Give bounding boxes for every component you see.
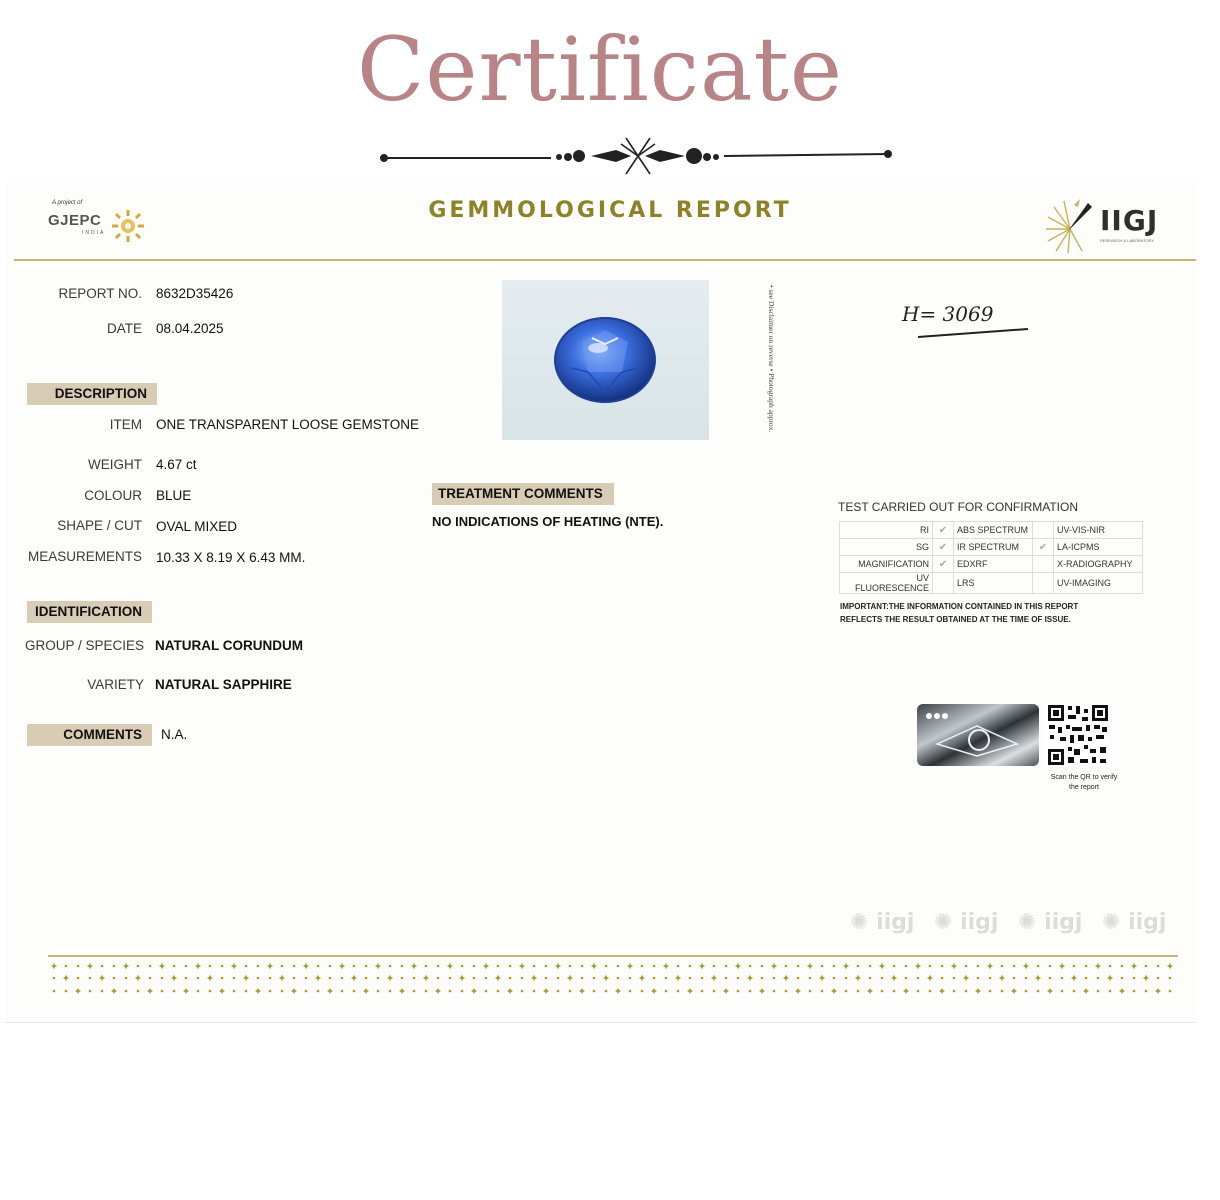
- report-no-label: REPORT NO.: [58, 286, 142, 301]
- test-name: SG: [840, 539, 933, 556]
- test-name: LRS: [954, 573, 1033, 594]
- test-name: ABS SPECTRUM: [954, 522, 1033, 539]
- check-icon: [933, 573, 954, 594]
- important-note: [840, 600, 1120, 626]
- important-label: IMPORTANT:: [840, 602, 889, 611]
- item-value: ONE TRANSPARENT LOOSE GEMSTONE: [156, 417, 420, 432]
- gjepc-logo-sub: INDIA: [82, 230, 106, 236]
- variety-label: VARIETY: [87, 677, 144, 692]
- test-name: UV-VIS-NIR: [1054, 522, 1143, 539]
- photo-disclaimer-text: • see Disclaimer on reverse • Photograph approx.: [767, 285, 776, 433]
- watermark-logo: ✺ iigj: [1102, 910, 1167, 935]
- watermark-text: iigj: [960, 910, 999, 935]
- watermark-text: iigj: [1128, 910, 1167, 935]
- qr-caption: Scan the QR to verify the report: [1050, 774, 1118, 791]
- check-icon: ✔: [933, 539, 954, 556]
- comments-header: COMMENTS: [27, 724, 152, 746]
- iigj-logo-sub: RESEARCH & LABORATORY: [1100, 238, 1155, 243]
- identification-header: IDENTIFICATION: [27, 601, 152, 623]
- gjepc-tagline: A project of: [52, 200, 83, 206]
- table-row: [840, 573, 1143, 594]
- ornament-divider-icon: [376, 130, 896, 180]
- shape-label: SHAPE / CUT: [57, 518, 142, 533]
- watermark-text: iigj: [876, 910, 915, 935]
- description-header: DESCRIPTION: [27, 383, 157, 405]
- watermark-logo: ✺ iigj: [1018, 910, 1083, 935]
- shape-value: OVAL MIXED: [156, 519, 238, 534]
- watermark-logo: ✺ iigj: [934, 910, 999, 935]
- check-icon: ✔: [1033, 539, 1054, 556]
- test-name: UV FLUORESCENCE: [840, 573, 933, 594]
- test-name: IR SPECTRUM: [954, 539, 1033, 556]
- date-value: 08.04.2025: [156, 321, 224, 336]
- group-label: GROUP / SPECIES: [24, 638, 144, 653]
- item-label: ITEM: [109, 417, 142, 432]
- header-rule: [14, 259, 1196, 261]
- gemstone-photo: [502, 280, 709, 440]
- test-name: UV-IMAGING: [1054, 573, 1143, 594]
- check-icon: [1033, 573, 1054, 594]
- important-text: THE INFORMATION CONTAINED IN THIS REPORT REFLECTS THE RESULT OBTAINED AT THE TIME OF ISSUE.: [840, 602, 1079, 624]
- date-label: DATE: [106, 321, 142, 336]
- test-name: LA-ICPMS: [1054, 539, 1143, 556]
- test-name: RI: [840, 522, 933, 539]
- test-name: X-RADIOGRAPHY: [1054, 556, 1143, 573]
- treatment-header: TREATMENT COMMENTS: [432, 483, 614, 505]
- test-name: EDXRF: [954, 556, 1033, 573]
- report-title: GEMMOLOGICAL REPORT: [428, 198, 792, 223]
- certificate-heading: Certificate: [357, 18, 843, 121]
- photo-disclaimer: [760, 283, 776, 443]
- handwritten-note: H= 3069: [902, 302, 994, 326]
- qr-code-icon[interactable]: [1046, 703, 1110, 767]
- measurements-label: MEASUREMENTS: [27, 549, 142, 564]
- gjepc-logo-text: GJEPC: [48, 212, 102, 229]
- table-row: [840, 556, 1143, 573]
- check-icon: [1033, 556, 1054, 573]
- treatment-value: NO INDICATIONS OF HEATING (NTE).: [432, 514, 664, 529]
- bottom-rule: [48, 955, 1178, 957]
- watermark-logo: ✺ iigj: [850, 910, 915, 935]
- colour-label: COLOUR: [84, 488, 142, 503]
- comments-value: N.A.: [161, 727, 188, 742]
- iigj-logo-text: IIGJ: [1100, 204, 1159, 237]
- tests-table: [839, 521, 1143, 594]
- check-icon: [1033, 522, 1054, 539]
- table-row: [840, 522, 1143, 539]
- test-name: MAGNIFICATION: [840, 556, 933, 573]
- check-icon: ✔: [933, 556, 954, 573]
- hologram-seal-icon: [917, 704, 1039, 766]
- report-no-value: 8632D35426: [156, 286, 234, 301]
- tests-title: TEST CARRIED OUT FOR CONFIRMATION: [838, 500, 1079, 514]
- check-icon: ✔: [933, 522, 954, 539]
- variety-value: NATURAL SAPPHIRE: [155, 677, 292, 692]
- measurements-value: 10.33 X 8.19 X 6.43 MM.: [156, 550, 306, 565]
- weight-label: WEIGHT: [88, 457, 142, 472]
- handwritten-underline: [916, 326, 1031, 340]
- decorative-dot-border: [48, 958, 1178, 1000]
- table-row: [840, 539, 1143, 556]
- group-value: NATURAL CORUNDUM: [155, 638, 303, 653]
- sapphire-gem-icon: [502, 280, 709, 440]
- watermark-text: iigj: [1044, 910, 1083, 935]
- colour-value: BLUE: [156, 488, 192, 503]
- weight-value: 4.67 ct: [156, 457, 197, 472]
